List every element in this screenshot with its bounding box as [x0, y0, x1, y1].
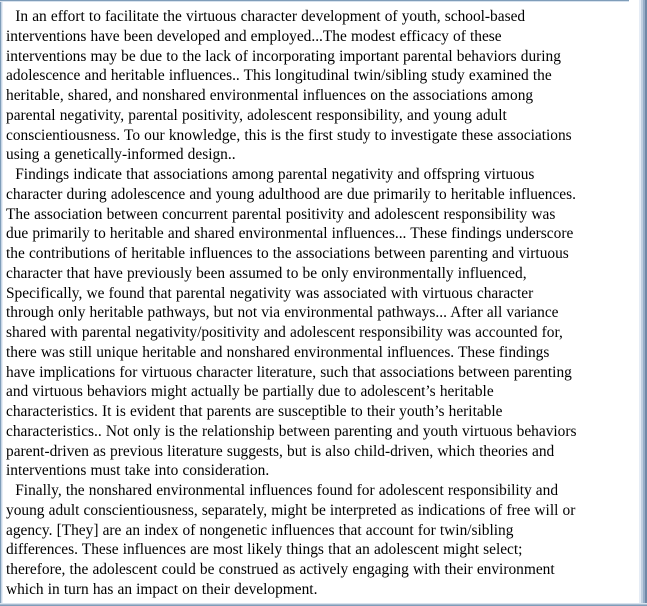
text-line: character that have previously been assumed to be only environmentally influenced, [6, 264, 527, 282]
text-line: using a genetically-informed design.. [6, 146, 236, 164]
frame-border-left [0, 0, 3, 606]
text-line: parental negativity, parental positivity, adolescent responsibility, and young adult [6, 106, 507, 124]
text-line: shared with parental negativity/positivity and adolescent responsibility was accounted for, [6, 324, 563, 341]
text-line: agency. [They] are an index of nongenetic influences that account for twin/sibling [6, 521, 514, 539]
paragraph-findings [6, 165, 630, 481]
text-line: and virtuous behaviors might actually be partially due to adolescent’s heritable [6, 383, 494, 401]
text-line: through only heritable pathways, but not via environmental pathways... After all variance [6, 304, 559, 322]
text-line: have implications for virtuous character literature, such that associations between parenting [6, 363, 572, 381]
document-text [6, 7, 630, 602]
text-line: interventions must take into consideration. [6, 462, 270, 480]
text-line: young adult conscientiousness, separately, might be interpreted as indications of free will or [6, 501, 576, 519]
text-line: heritable, shared, and nonshared environmental influences on the associations among [6, 87, 534, 104]
text-line: due primarily to heritable and shared environmental influences... These findings underscore [6, 225, 574, 243]
text-line: which in turn has an impact on their development. [6, 580, 318, 598]
text-line: characteristics.. Not only is the relationship between parenting and youth virtuous behaviors [6, 422, 577, 440]
text-line: In an effort to facilitate the virtuous character development of youth, school-based [15, 8, 526, 25]
text-line: interventions may be due to the lack of incorporating important parental behaviors during [6, 47, 561, 65]
text-line: the contributions of heritable influences to the associations between parenting and virtuous [6, 245, 569, 262]
text-line: interventions have been developed and employed...The modest efficacy of these [6, 27, 502, 45]
text-line: differences. These influences are most likely things that an adolescent might select; [6, 541, 523, 559]
text-line: therefore, the adolescent could be construed as actively engaging with their environment [6, 561, 555, 578]
text-line: Finally, the nonshared environmental influences found for adolescent responsibility and [15, 482, 559, 499]
paragraph-conclusion [6, 481, 630, 600]
text-line: character during adolescence and young adulthood are due primarily to heritable influences. [6, 185, 576, 203]
text-line: The association between concurrent parental positivity and adolescent responsibility was [6, 205, 556, 223]
text-line: characteristics. It is evident that parents are susceptible to their youth’s heritable [6, 403, 503, 420]
text-line: conscientiousness. To our knowledge, this is the first study to investigate these associations [6, 126, 572, 144]
text-line: there was still unique heritable and nonshared environmental influences. These findings [6, 343, 550, 361]
text-line: adolescence and heritable influences.. This longitudinal twin/sibling study examined the [6, 67, 552, 85]
frame-border-right [629, 0, 647, 606]
frame-border-top [0, 0, 647, 2]
text-line: parent-driven as previous literature suggests, but is also child-driven, which theories and [6, 442, 555, 460]
paragraph-intro [6, 7, 630, 165]
text-line: Specifically, we found that parental negativity was associated with virtuous character [6, 284, 534, 302]
text-line: Findings indicate that associations among parental negativity and offspring virtuous [15, 166, 535, 183]
